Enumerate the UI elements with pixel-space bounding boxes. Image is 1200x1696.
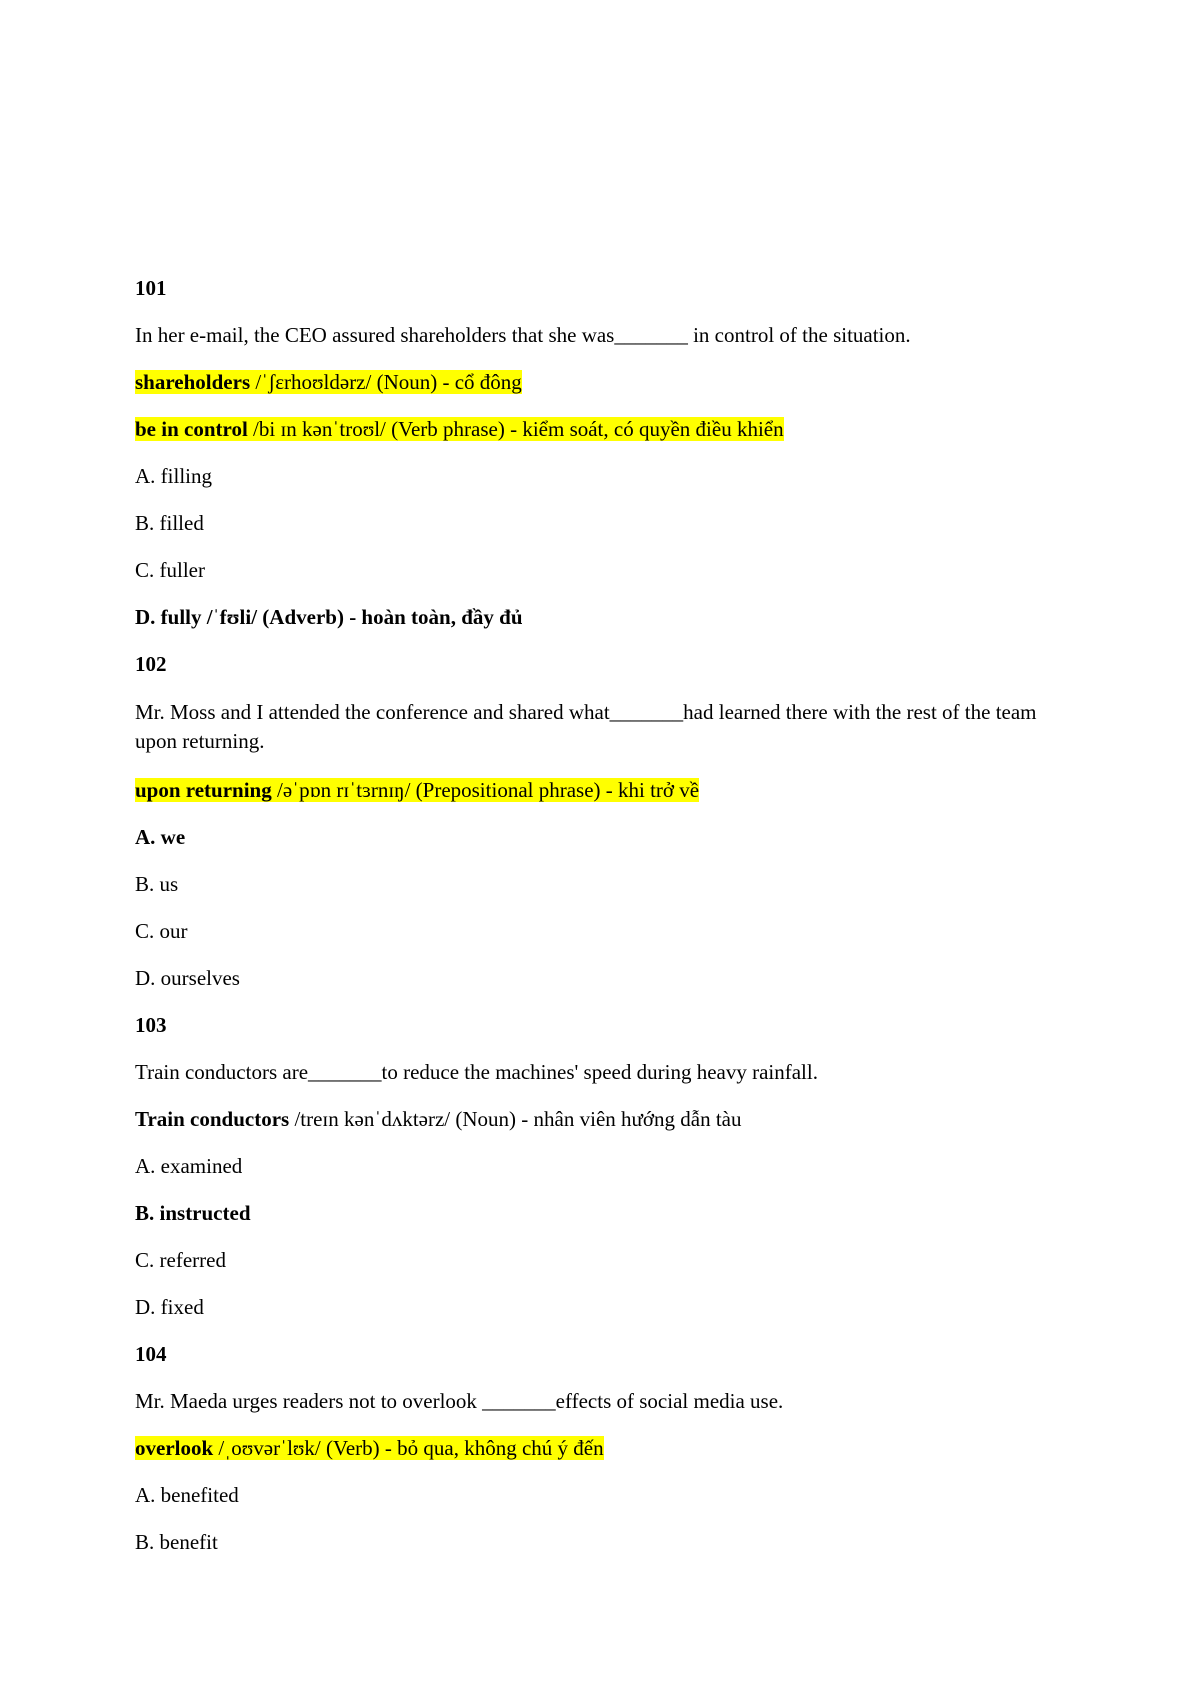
answer-option: A. benefited	[135, 1483, 239, 1507]
vocab-term: be in control	[135, 417, 248, 441]
question-number: 102	[135, 652, 167, 676]
question-text: Train conductors are_______to reduce the machines' speed during heavy rainfall.	[135, 1060, 818, 1084]
answer-option-correct: B. instructed	[135, 1201, 251, 1225]
vocab-highlight	[135, 370, 522, 394]
vocab-definition: /əˈpɒn rɪˈtɜrnɪŋ/ (Prepositional phrase) - khi trở về	[271, 778, 700, 802]
vocab-line	[135, 1106, 1075, 1132]
answer-option: B. filled	[135, 511, 204, 535]
vocab-term: upon returning	[135, 778, 272, 802]
vocab-line	[135, 1435, 1075, 1461]
answer-option: D. fixed	[135, 1295, 204, 1319]
answer-option: D. ourselves	[135, 966, 240, 990]
answer-option: B. benefit	[135, 1530, 218, 1554]
vocab-term: Train conductors	[135, 1107, 290, 1131]
vocab-highlight	[135, 417, 784, 441]
document-page	[135, 275, 1075, 1576]
answer-option: A. examined	[135, 1154, 243, 1178]
vocab-definition: /ˌoʊvərˈlʊk/ (Verb) - bỏ qua, không chú ý đến	[213, 1436, 604, 1460]
answer-option: C. referred	[135, 1248, 226, 1272]
question-number: 104	[135, 1342, 167, 1366]
vocab-definition: /ˈʃɛrhoʊldərz/ (Noun) - cổ đông	[250, 370, 522, 394]
answer-option: B. us	[135, 872, 179, 896]
vocab-definition: /treɪn kənˈdʌktərz/ (Noun) - nhân viên hướng dẫn tàu	[289, 1107, 742, 1131]
question-number: 103	[135, 1013, 167, 1037]
vocab-term: shareholders	[135, 370, 251, 394]
vocab-definition: /bi ɪn kənˈtroʊl/ (Verb phrase) - kiểm soát, có quyền điều khiển	[247, 417, 784, 441]
vocab-term: overlook	[135, 1436, 214, 1460]
vocab-highlight	[135, 778, 699, 802]
question-number: 101	[135, 276, 167, 300]
question-text: In her e-mail, the CEO assured shareholders that she was_______ in control of the situation.	[135, 323, 911, 347]
vocab-line	[135, 369, 1075, 395]
question-text: Mr. Maeda urges readers not to overlook _______effects of social media use.	[135, 1389, 784, 1413]
answer-option-correct: D. fully /ˈfʊli/ (Adverb) - hoàn toàn, đầy đủ	[135, 605, 523, 629]
answer-option: C. our	[135, 919, 188, 943]
vocab-highlight	[135, 1436, 604, 1460]
vocab-line	[135, 777, 1075, 803]
answer-option: A. filling	[135, 464, 212, 488]
answer-option: C. fuller	[135, 558, 205, 582]
vocab-line	[135, 416, 1075, 442]
answer-option-correct: A. we	[135, 825, 186, 849]
question-text: Mr. Moss and I attended the conference and shared what_______had learned there with the rest of the team upon returning.	[135, 700, 1037, 753]
